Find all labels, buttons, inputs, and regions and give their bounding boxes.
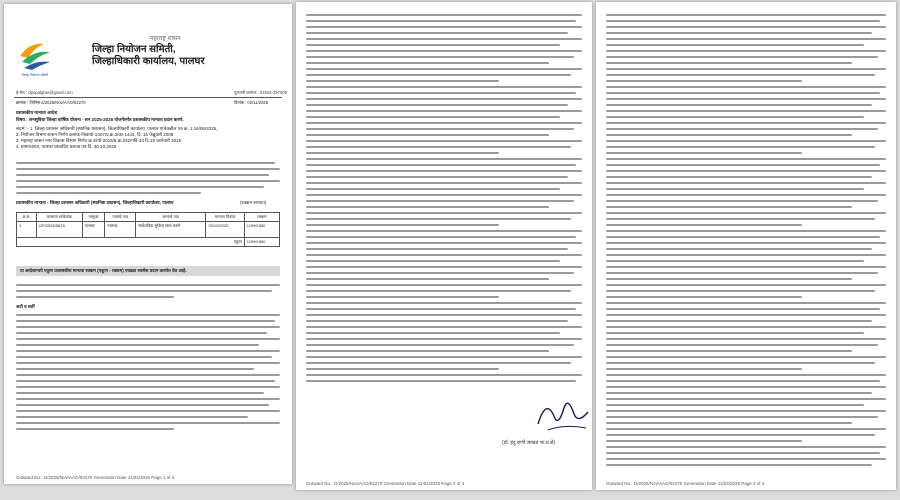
text-line xyxy=(306,326,582,328)
officer-signature xyxy=(528,394,598,438)
text-line xyxy=(306,122,582,124)
reference-item: 2. नियोजन विभाग शासन निर्णय क्रमांक-जिवायो-1007/प्र.क्र.3/का-1444, दि. 16 फेब्रुवारी 2008 xyxy=(16,132,174,137)
text-line xyxy=(606,356,886,358)
conditions-heading: अटी व शर्ती xyxy=(16,304,35,309)
text-line xyxy=(606,410,886,412)
text-line xyxy=(606,374,886,376)
text-line xyxy=(306,68,582,70)
text-line xyxy=(606,50,886,52)
page2-body-text xyxy=(306,14,582,386)
reference-item: 4. ग्रामपंचायत, पालघर प्रस्तावित प्रस्ताव पत्र दि. 30.10.2025 xyxy=(16,144,117,149)
text-line xyxy=(606,434,875,436)
text-line xyxy=(606,386,886,388)
text-line xyxy=(306,188,560,190)
text-line xyxy=(306,32,568,34)
text-line xyxy=(606,278,852,280)
text-line xyxy=(306,260,560,262)
office-title: जिल्हा नियोजन समिती, जिल्हाधिकारी कार्यालय, पालघर xyxy=(92,44,205,67)
text-line xyxy=(606,182,886,184)
text-line xyxy=(606,218,875,220)
text-line xyxy=(606,308,880,310)
svg-text:जिल्हा नियोजन समिती: जिल्हा नियोजन समिती xyxy=(21,73,49,77)
text-line xyxy=(606,452,880,454)
text-line xyxy=(606,122,886,124)
text-line xyxy=(306,92,576,94)
text-line xyxy=(606,362,875,364)
subject-heading: प्रशासकीय मान्यता आदेश xyxy=(16,110,58,115)
text-line xyxy=(606,188,864,190)
text-line xyxy=(306,14,582,16)
text-line xyxy=(306,134,549,136)
text-line xyxy=(306,332,560,334)
text-line xyxy=(306,44,560,46)
text-line xyxy=(606,140,886,142)
sanction-table xyxy=(16,212,280,247)
text-line xyxy=(606,68,886,70)
text-line xyxy=(606,284,886,286)
text-line xyxy=(306,254,582,256)
text-line xyxy=(306,116,560,118)
text-line xyxy=(606,350,852,352)
text-line xyxy=(606,416,878,418)
text-line xyxy=(306,98,582,100)
district-planning-logo xyxy=(16,38,54,78)
text-line xyxy=(606,176,872,178)
text-line xyxy=(306,128,574,130)
conditions-text xyxy=(16,314,280,434)
col-header: कामाचे नाव xyxy=(136,213,206,222)
text-line xyxy=(606,428,886,430)
text-line xyxy=(306,80,499,82)
text-line xyxy=(606,98,886,100)
text-line xyxy=(606,320,872,322)
text-line xyxy=(606,344,878,346)
text-line xyxy=(606,206,852,208)
text-line xyxy=(306,320,568,322)
text-line xyxy=(606,248,872,250)
text-line xyxy=(606,464,872,466)
document-date: दिनांक : 02/11/2025 xyxy=(234,100,269,105)
text-line xyxy=(306,308,576,310)
text-line xyxy=(606,266,886,268)
text-line xyxy=(606,56,878,58)
text-line xyxy=(306,284,582,286)
text-line xyxy=(606,392,872,394)
text-line xyxy=(606,116,864,118)
text-line xyxy=(606,338,886,340)
document-page-1 xyxy=(4,4,292,484)
text-line xyxy=(306,200,574,202)
text-line xyxy=(606,128,878,130)
col-header: मान्यता दिनांक xyxy=(206,213,244,222)
text-line xyxy=(606,44,864,46)
text-line xyxy=(306,50,582,52)
text-line xyxy=(606,446,886,448)
text-line xyxy=(306,236,576,238)
text-line xyxy=(306,242,582,244)
text-line xyxy=(306,302,582,304)
text-line xyxy=(606,32,872,34)
text-line xyxy=(306,62,549,64)
text-line xyxy=(306,344,574,346)
text-line xyxy=(306,38,582,40)
text-line xyxy=(306,74,571,76)
text-line xyxy=(606,236,880,238)
text-line xyxy=(306,350,549,352)
text-line xyxy=(606,422,852,424)
text-line xyxy=(606,62,852,64)
text-line xyxy=(306,164,576,166)
text-line xyxy=(306,158,582,160)
text-line xyxy=(606,404,864,406)
text-line xyxy=(306,212,582,214)
table-title: प्रशासकीय मान्यता - जिल्हा प्रशासन अधिकारी (स्थानिक प्रशासन), जिल्हाधिकारी कार्यालय, पालघर xyxy=(16,200,174,205)
col-header: तालुका xyxy=(82,213,105,222)
text-line xyxy=(606,104,872,106)
emblem-label: महाराष्ट्र शासन xyxy=(150,36,181,42)
text-line xyxy=(306,338,582,340)
text-line xyxy=(306,248,568,250)
text-line xyxy=(606,440,802,442)
text-line xyxy=(606,296,802,298)
office-email: ई-मेल : dpopalghar@gmail.com xyxy=(16,90,73,95)
reference-item: संदर्भ :- 1. जिल्हा प्रशासन अधिकारी (स्थानिक प्रशासन), जिल्हाधिकारी कार्यालय, पालघर यांचेकडील पत्र क्र. 1 16/06/2025, xyxy=(16,126,218,131)
table-row: 1 GP/2526/5878 पालघर पालघर सार्वजनिक सुविधा रस्ता करणे 29/10/2025 11999.560 xyxy=(17,222,280,238)
text-line xyxy=(606,242,886,244)
text-line xyxy=(606,302,886,304)
text-line xyxy=(606,80,802,82)
text-line xyxy=(306,314,582,316)
text-line xyxy=(606,458,886,460)
text-line xyxy=(306,368,499,370)
col-header: अ.क्र. xyxy=(17,213,37,222)
text-line xyxy=(606,74,875,76)
text-line xyxy=(306,86,582,88)
text-line xyxy=(606,146,875,148)
text-line xyxy=(606,158,886,160)
text-line xyxy=(306,104,568,106)
text-line xyxy=(306,224,499,226)
table-total-row: एकूण 11999.560 xyxy=(17,238,280,247)
text-line xyxy=(606,110,886,112)
text-line xyxy=(306,152,499,154)
text-line xyxy=(606,170,886,172)
text-line xyxy=(306,20,576,22)
text-line xyxy=(306,26,582,28)
text-line xyxy=(306,170,582,172)
text-line xyxy=(306,356,582,358)
text-line xyxy=(606,26,886,28)
text-line xyxy=(606,152,802,154)
text-line xyxy=(606,272,878,274)
text-line xyxy=(606,134,852,136)
text-line xyxy=(306,296,499,298)
page3-body-text xyxy=(606,14,886,470)
text-line xyxy=(306,110,582,112)
col-header: कामाचा सांकेतांक xyxy=(36,213,82,222)
table-header-row xyxy=(17,213,280,222)
page-footer: Outward No.: O/2025/Nov/AAO/02270 Generation Date 11/02/2025 Page 3 of 4 xyxy=(606,481,765,486)
col-header: गावाचे नाव xyxy=(105,213,136,222)
body-text-block xyxy=(16,162,280,198)
col-header: रक्कम xyxy=(244,213,279,222)
signatory-name: (डॉ. इंदु राणी जाखड भा.प्र.से) xyxy=(502,440,556,446)
text-line xyxy=(306,206,549,208)
text-line xyxy=(306,230,582,232)
text-line xyxy=(606,260,864,262)
text-line xyxy=(606,368,802,370)
sanction-summary-bar: या आदेशान्वये एकूण प्रशासकीय मान्यता रक्कम (एकूण - रक्कम) एवढ्या रकमेस प्रदान करणेत येत आहे. xyxy=(16,266,280,276)
page-footer: Outward No.: O/2025/Nov/AAO/02270 Generation Date 11/02/2025 Page 1 of 4 xyxy=(16,475,175,480)
text-line xyxy=(606,38,886,40)
text-line xyxy=(306,56,574,58)
text-line xyxy=(606,200,878,202)
document-page-3 xyxy=(596,2,896,490)
text-line xyxy=(306,218,571,220)
text-line xyxy=(606,212,886,214)
reference-number: क्रमांक : जिनिस-2/2025/Nov/AAO/02270 xyxy=(16,100,86,105)
text-line xyxy=(306,182,582,184)
text-line xyxy=(606,332,864,334)
text-line xyxy=(606,326,886,328)
references-list xyxy=(16,126,280,150)
text-line xyxy=(606,224,802,226)
text-line xyxy=(306,176,568,178)
text-line xyxy=(606,164,880,166)
text-line xyxy=(306,140,582,142)
text-line xyxy=(306,278,549,280)
text-line xyxy=(306,374,582,376)
text-line xyxy=(606,398,886,400)
text-line xyxy=(606,380,880,382)
text-line xyxy=(606,290,875,292)
text-line xyxy=(306,380,576,382)
text-line xyxy=(606,254,886,256)
office-phone: दूरध्वनी क्रमांक : 02525-297009 xyxy=(234,90,287,95)
subject-line: विषय : जनसुविधा जिल्हा वार्षिक योजना - सन 2025-2026 योजनेंतर्गत प्रशासकीय मान्यता प्रदान करणे. xyxy=(16,117,184,122)
table-unit: (रक्कम रुपयात) xyxy=(240,200,267,205)
text-line xyxy=(606,86,886,88)
text-line xyxy=(306,266,582,268)
text-line xyxy=(306,290,571,292)
text-line xyxy=(606,194,886,196)
reference-item: 3. महाराष्ट्र शासन नगर विकास विभाग निर्णय क्र.वरपो-2015/प्र.क्र.232/नवि-33 दि.18 जानेवारी 2016 xyxy=(16,138,182,143)
text-line xyxy=(606,314,886,316)
text-line xyxy=(606,14,886,16)
text-line xyxy=(606,230,886,232)
page-footer: Outward No.: O/2025/Nov/AAO/02270 Generation Date 11/02/2025 Page 2 of 4 xyxy=(306,481,465,486)
text-line xyxy=(306,194,582,196)
text-line xyxy=(306,362,571,364)
text-line xyxy=(306,272,574,274)
text-line xyxy=(606,20,880,22)
text-line xyxy=(606,92,880,94)
text-line xyxy=(306,146,571,148)
